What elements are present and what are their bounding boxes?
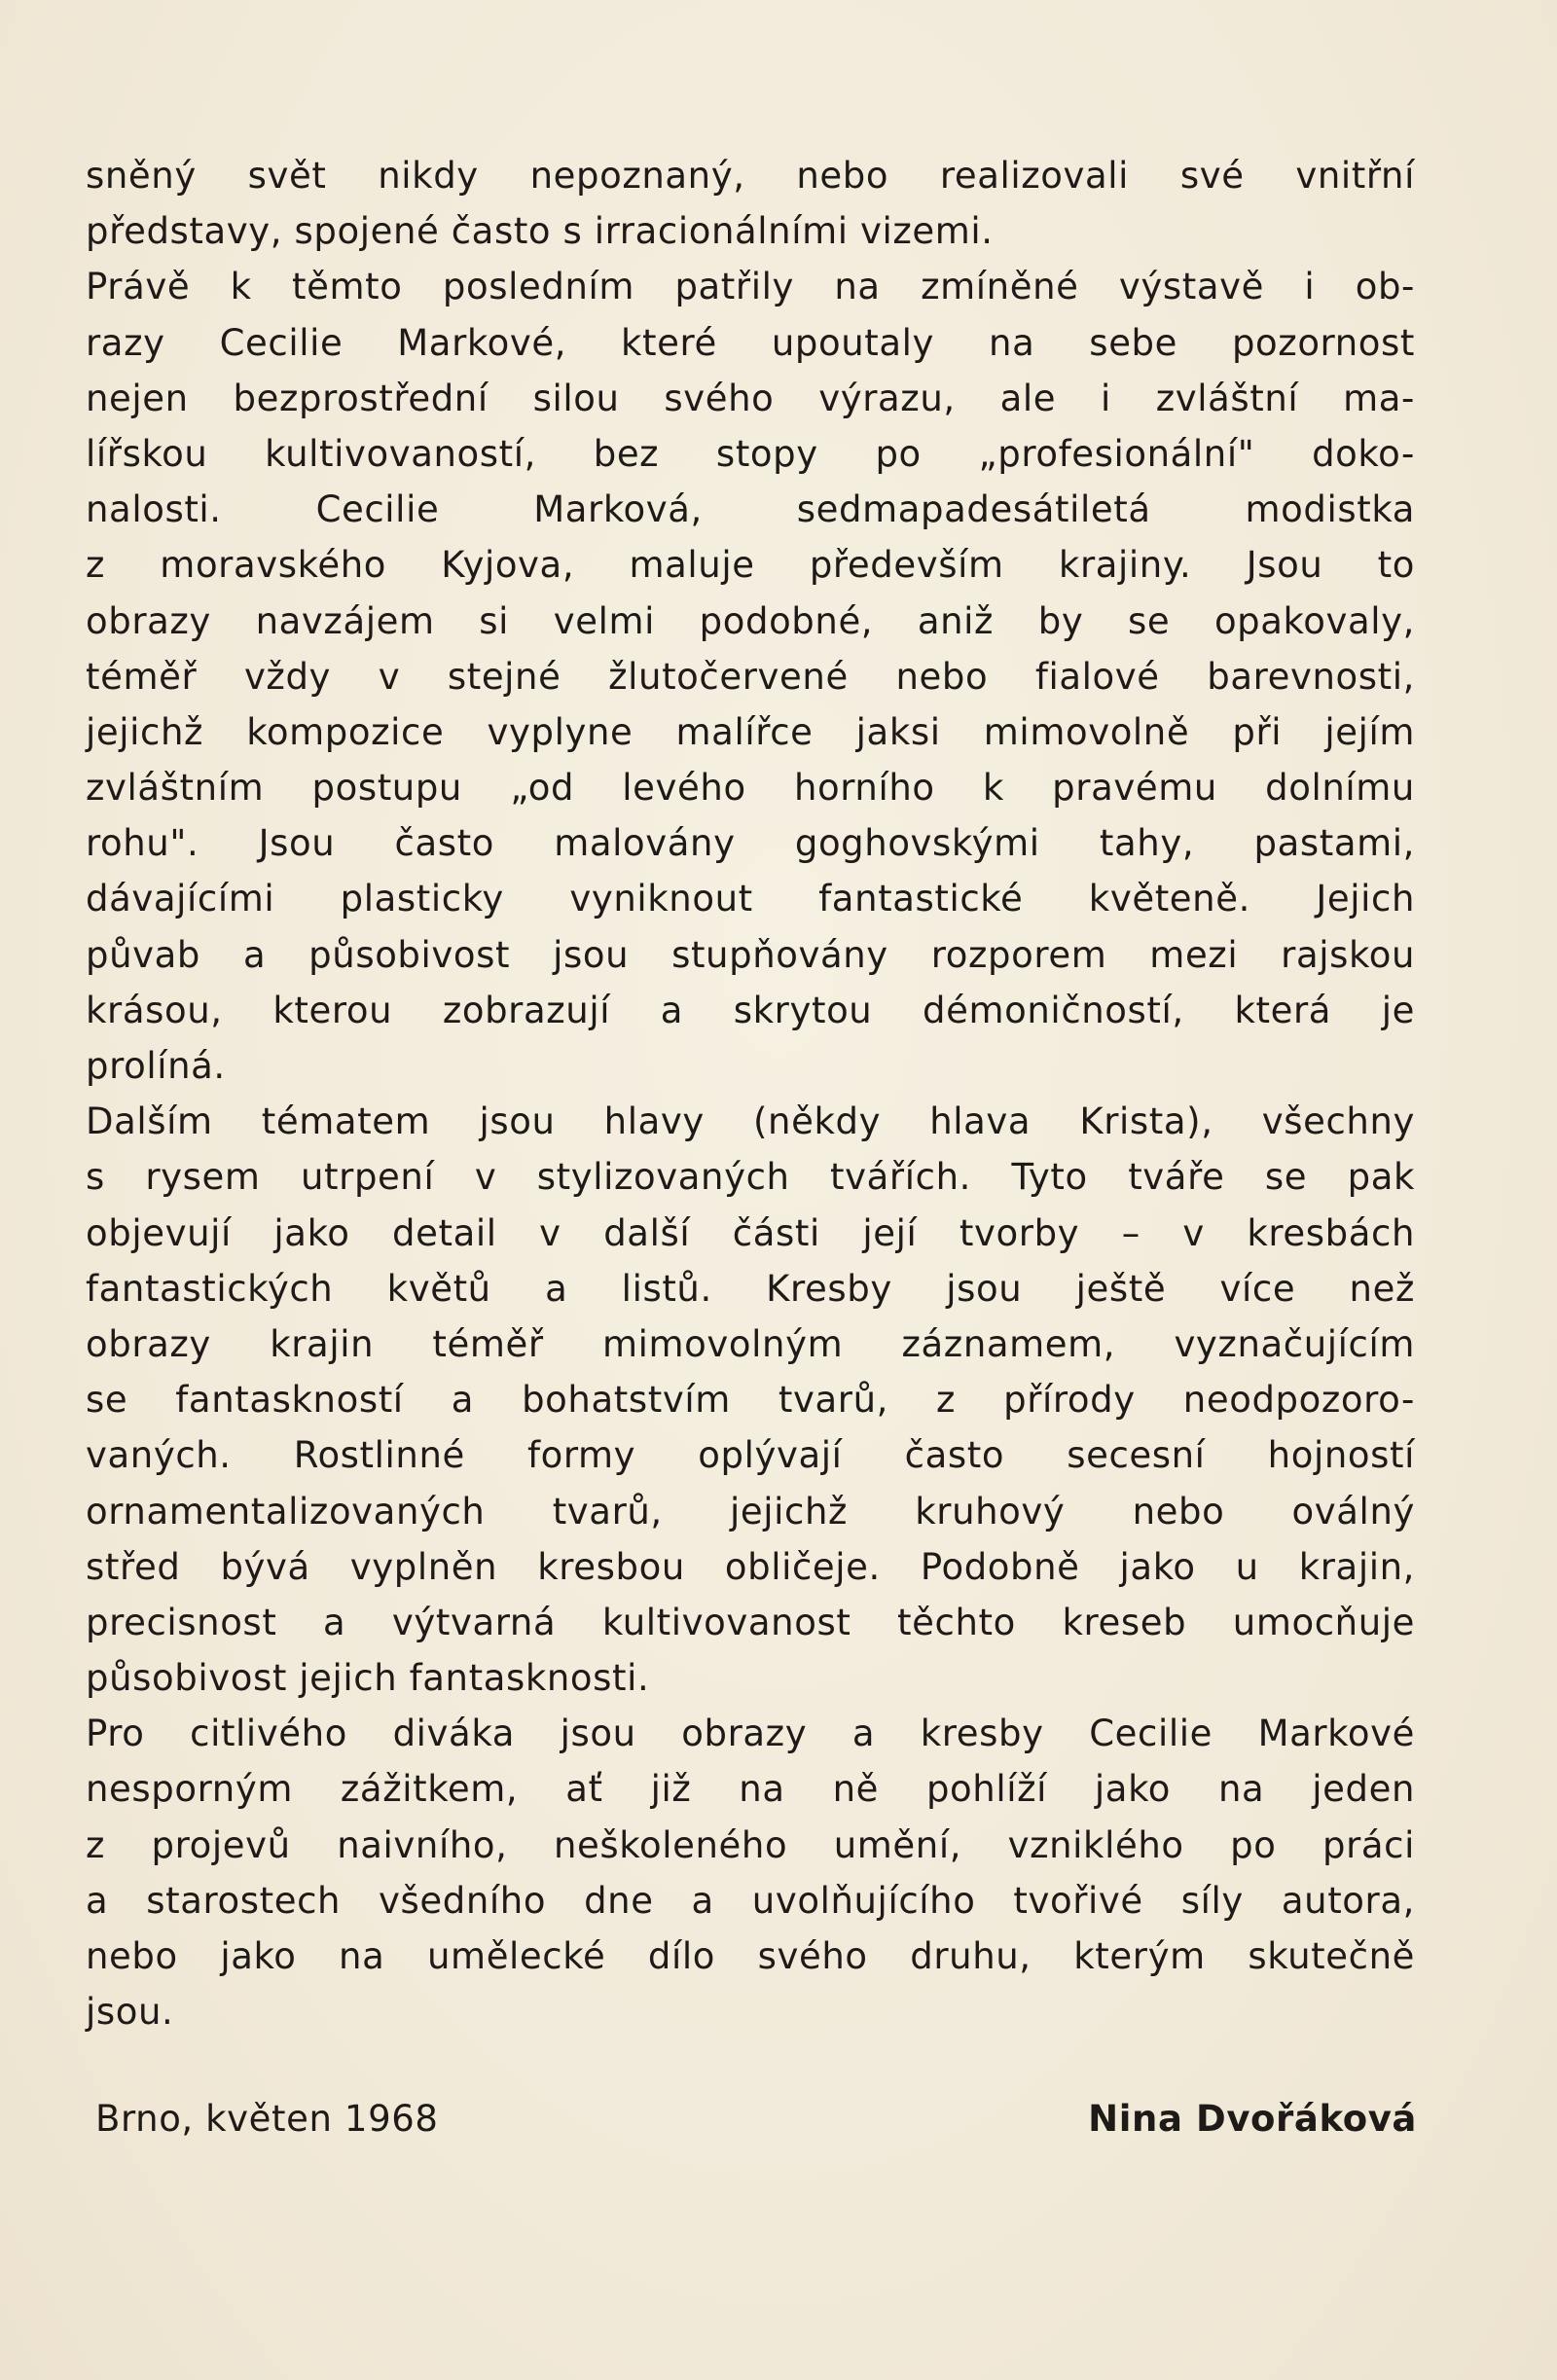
text-line: rohu". Jsou často malovány goghovskými tahy, pastami, xyxy=(86,822,1415,865)
text-line: lířskou kultivovaností, bez stopy po „profesionální" doko- xyxy=(86,432,1415,475)
text-line: Dalším tématem jsou hlavy (někdy hlava Krista), všechny xyxy=(86,1100,1415,1143)
text-line: z projevů naivního, neškoleného umění, vzniklého po práci xyxy=(86,1823,1415,1866)
text-line: ornamentalizovaných tvarů, jejichž kruhový nebo oválný xyxy=(86,1490,1415,1533)
text-line: s rysem utrpení v stylizovaných tvářích. Tyto tváře se pak xyxy=(86,1156,1415,1199)
body-text xyxy=(86,148,1415,2039)
text-line: zvláštním postupu „od levého horního k pravému dolnímu xyxy=(86,767,1415,810)
text-line: Pro citlivého diváka jsou obrazy a kresby Cecilie Markové xyxy=(86,1713,1415,1755)
text-line: nebo jako na umělecké dílo svého druhu, kterým skutečně xyxy=(86,1935,1415,1977)
text-line: nalosti. Cecilie Marková, sedmapadesátiletá modistka xyxy=(86,488,1415,531)
text-line: se fantaskností a bohatstvím tvarů, z přírody neodpozoro- xyxy=(86,1379,1415,1422)
text-line: působivost jejich fantasknosti. xyxy=(86,1657,650,1700)
text-line: představy, spojené často s irracionálními vizemi. xyxy=(86,210,994,253)
text-line: obrazy krajin téměř mimovolným záznamem, vyznačujícím xyxy=(86,1322,1415,1365)
text-line: jejichž kompozice vyplyne malířce jaksi mimovolně při jejím xyxy=(86,710,1415,753)
text-line: nesporným zážitkem, ať již na ně pohlíží jako na jeden xyxy=(86,1768,1415,1811)
text-line: razy Cecilie Markové, které upoutaly na sebe pozornost xyxy=(86,321,1415,364)
text-line: krásou, kterou zobrazují a skrytou démoničností, která je xyxy=(86,989,1415,1031)
text-line: střed bývá vyplněn kresbou obličeje. Podobně jako u krajin, xyxy=(86,1545,1415,1588)
text-line: a starostech všedního dne a uvolňujícího tvořivé síly autora, xyxy=(86,1879,1415,1922)
text-line: fantastických květů a listů. Kresby jsou ještě více než xyxy=(86,1267,1415,1310)
text-line: dávajícími plasticky vyniknout fantastické květeně. Jejich xyxy=(86,878,1415,920)
place-and-date: Brno, květen 1968 xyxy=(95,2098,439,2140)
text-line: nejen bezprostřední silou svého výrazu, ale i zvláštní ma- xyxy=(86,377,1415,419)
text-line: vaných. Rostlinné formy oplývají často secesní hojností xyxy=(86,1434,1415,1477)
text-line: téměř vždy v stejné žlutočervené nebo fialové barevnosti, xyxy=(86,655,1415,698)
text-line: půvab a působivost jsou stupňovány rozporem mezi rajskou xyxy=(86,933,1415,976)
signature-block xyxy=(95,2090,1417,2148)
text-line: prolíná. xyxy=(86,1045,226,1087)
text-line: Právě k těmto posledním patřily na zmíněné výstavě i ob- xyxy=(86,266,1415,308)
text-line: precisnost a výtvarná kultivovanost těchto kreseb umocňuje xyxy=(86,1601,1415,1643)
text-line: sněný svět nikdy nepoznaný, nebo realizovali své vnitřní xyxy=(86,155,1415,197)
text-line: obrazy navzájem si velmi podobné, aniž by se opakovaly, xyxy=(86,599,1415,642)
text-line: jsou. xyxy=(86,1991,174,2034)
text-line: z moravského Kyjova, maluje především krajiny. Jsou to xyxy=(86,544,1415,587)
text-line: objevují jako detail v další části její tvorby – v kresbách xyxy=(86,1211,1415,1254)
author-name: Nina Dvořáková xyxy=(1088,2098,1417,2140)
